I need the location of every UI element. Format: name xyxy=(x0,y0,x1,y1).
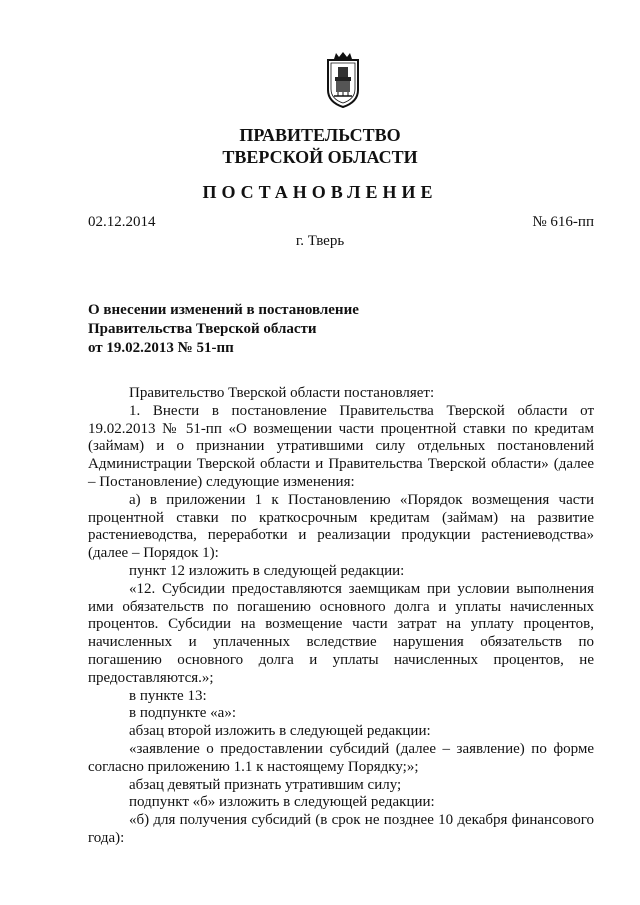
subject-line3: от 19.02.2013 № 51-пп xyxy=(88,340,234,356)
document-body xyxy=(88,385,594,848)
paragraph-point-12-intro: пункт 12 изложить в следующей редакции: xyxy=(129,562,405,579)
government-title-line1: ПРАВИТЕЛЬСТВО xyxy=(239,125,401,145)
government-title xyxy=(0,124,640,168)
document-number: № 616-пп xyxy=(532,214,594,230)
document-subject xyxy=(88,301,359,358)
paragraph-item-1: 1. Внести в постановление Правительства Тверской области от 19.02.2013 № 51-пп «О возмещении части процентной ставки по кредитам (займам) и о признании утратившими силу отдельных постановлений Администрации Тверской области и Правительства Тверской области» (далее – Постановление) следующие изменения: xyxy=(88,402,594,490)
paragraph-point-13: в пункте 13: xyxy=(129,687,207,704)
paragraph-point-12-text: «12. Субсидии предоставляются заемщикам при условии выполнения ими обязательств по погашению основного долга и уплаты начисленных процентов. Субсидии на возмещение части затрат на уплату процентов, начисленных и уплаченных вследствие нарушения обязательств по погашению основного долга и уплаты начисленных процентов, не предоставляются.»; xyxy=(88,580,594,686)
paragraph-subpoint-b: подпункт «б» изложить в следующей редакции: xyxy=(129,794,435,811)
paragraph-subpoint-a: в подпункте «а»: xyxy=(129,705,236,722)
paragraph-subitem-a: а) в приложении 1 к Постановлению «Порядок возмещения части процентной ставки по краткосрочным кредитам (займам) на развитие растениеводства, переработки и реализации продукции растениеводства» (далее – Порядок 1): xyxy=(88,491,594,562)
paragraph-ninth-abzac: абзац девятый признать утратившим силу; xyxy=(129,776,402,793)
government-title-line2: ТВЕРСКОЙ ОБЛАСТИ xyxy=(222,147,418,167)
subject-line2: Правительства Тверской области xyxy=(88,321,317,337)
document-date: 02.12.2014 xyxy=(88,214,156,230)
subject-line1: О внесении изменений в постановление xyxy=(88,302,359,318)
paragraph-intro: Правительство Тверской области постановляет: xyxy=(129,385,435,401)
paragraph-second-abzac: абзац второй изложить в следующей редакции: xyxy=(129,723,431,740)
paragraph-subpoint-b-text: «б) для получения субсидий (в срок не позднее 10 декабря финансового года): xyxy=(88,812,594,846)
document-city: г. Тверь xyxy=(295,233,345,249)
coat-of-arms-icon xyxy=(326,52,360,108)
document-type: ПОСТАНОВЛЕНИЕ xyxy=(202,182,438,202)
paragraph-application-text: «заявление о предоставлении субсидий (далее – заявление) по форме согласно приложению 1.1 к настоящему Порядку;»; xyxy=(88,740,594,775)
